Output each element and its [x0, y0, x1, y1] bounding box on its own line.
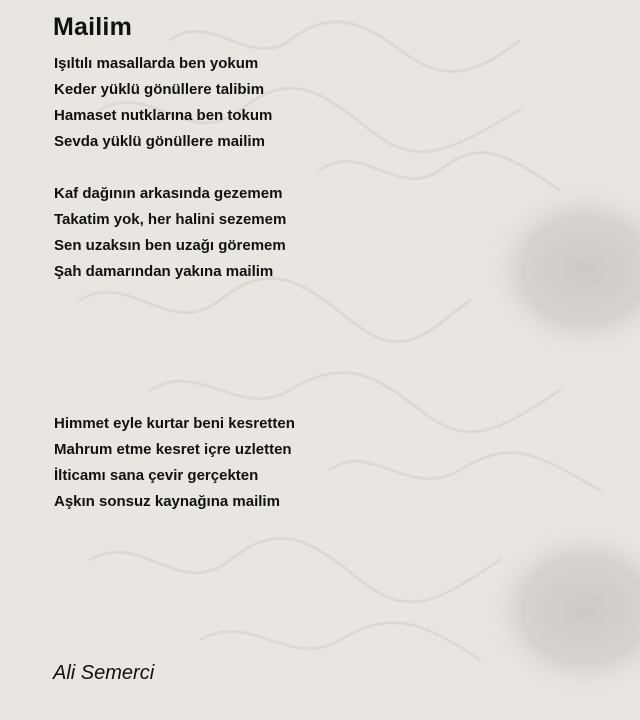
poem-line: Hamaset nutklarına ben tokum: [54, 107, 273, 124]
stanza-3: [54, 411, 295, 515]
poem-line: İlticamı sana çevir gerçekten: [54, 467, 259, 484]
poem-title: Mailim: [53, 13, 132, 41]
poem-line: Takatim yok, her halini sezemem: [54, 211, 287, 228]
poem-line: Şah damarından yakına mailim: [54, 263, 274, 280]
poem-line: Aşkın sonsuz kaynağına mailim: [54, 493, 280, 510]
stanza-1: [54, 51, 272, 155]
poem-author: Ali Semerci: [53, 662, 155, 684]
poem-line: Sen uzaksın ben uzağı göremem: [54, 237, 286, 254]
poem-line: Işıltılı masallarda ben yokum: [54, 55, 259, 72]
poem-line: Himmet eyle kurtar beni kesretten: [54, 415, 295, 432]
stanza-2: [54, 181, 286, 285]
poem-line: Mahrum etme kesret içre uzletten: [54, 441, 292, 458]
poem-line: Keder yüklü gönüllere talibim: [54, 81, 265, 98]
poem-line: Sevda yüklü gönüllere mailim: [54, 133, 265, 150]
poem-line: Kaf dağının arkasında gezemem: [54, 185, 283, 202]
